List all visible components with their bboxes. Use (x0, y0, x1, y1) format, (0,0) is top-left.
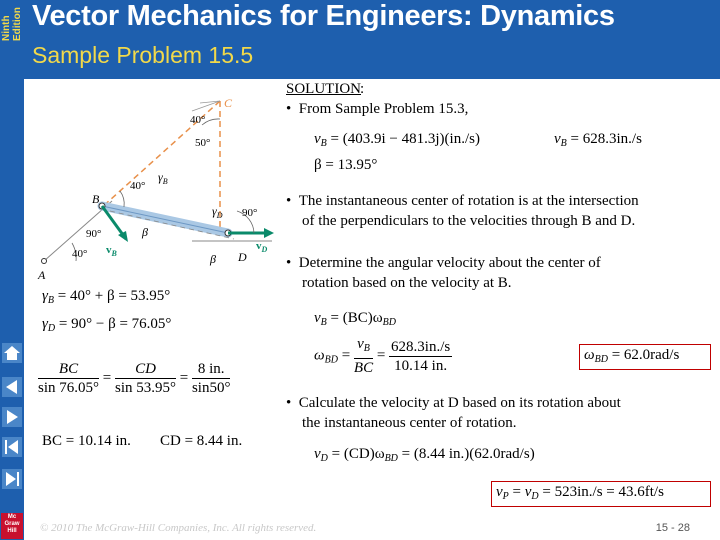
solution-heading: SOLUTION (286, 81, 361, 97)
left-sidebar (0, 0, 24, 540)
vd-equation: $v_D = (CD)\omega_{BD} = (8.44$ in.)(62.0rad/s) (314, 446, 535, 464)
cd-result: CD = 8.44 in. (160, 433, 243, 449)
vb-vector-equation: $v_B = (403.9i - 481.3j)(in./s)$ (314, 131, 480, 149)
bullet-4-line-1: • Calculate the velocity at D based on its rotation about (286, 395, 621, 411)
bullet-3-line-1: • Determine the angular velocity about the center of (286, 255, 601, 271)
page-number: 15 - 28 (655, 522, 690, 534)
label-90-left: 90° (86, 228, 102, 240)
label-gamma-d: $\gamma_D$ (212, 204, 223, 220)
slide-title: Vector Mechanics for Engineers: Dynamics (32, 0, 615, 32)
home-icon[interactable] (2, 343, 22, 363)
law-of-sines-equation: $\frac{BC}{\sin 76.05^\circ}$ = $\frac{CD}{\sin 53.95^\circ}$ = $\frac{8 in.}{\sin 50^\circ}$ (38, 361, 231, 396)
vb-magnitude: $v_B = 628.3in./s$ (554, 131, 642, 149)
label-40-mid: 40° (130, 180, 146, 192)
slide-body: C 40° 50° B 40° $\gamma_B$ $\gamma_D$ 90° 90° β β D $v_B$ $v_D$ 40° A $\gamma_B = 40^\circ + \beta = 53.95^\circ$ $\gamma_D = 90^\circ - \beta = 76.05^\circ$ $\frac{BC}{\sin 76.05^\circ}$ = $\frac{CD}{\sin 53.95^\circ}$ = $\frac{8 in.}{\sin 50^\circ}$ BC = 10.14 in. CD = 8.44 in. SOLUTION : • From Sample Problem 15.3, $v_B = (403.9i - 481.3j)(in./s)$ $v_B = 628.3in./s$ β = 13.95° • The instantaneous center of rotation is at the intersection of the perpendiculars to the velocities through B and D. • Determine the angular velocity about the center of rotation based on the velocity at B. $v_B = (BC)\omega_{BD}$ $\omega_{BD}$ = $\frac{v_B}{BC}$ = $\frac{628.3in./s}{10.14 in.}$ $\omega_{BD} = 62.0rad/s$ • Calculate the velocity at D based on its rotation about the instantaneous center of rotation. $v_D = (CD)\omega_{BD} = (8.44$ in.)(62.0rad/s) $v_P = v_D = 523in./s = 43.6ft/s$ (24, 79, 720, 540)
label-c: C (224, 96, 233, 110)
bc-result: BC = 10.14 in. (42, 433, 131, 449)
label-40-top: 40° (190, 114, 206, 126)
copyright-footer: © 2010 The McGraw-Hill Companies, Inc. All rights reserved. (40, 522, 317, 534)
publisher-logo: Mc Graw Hill (1, 513, 23, 539)
bullet-1: • From Sample Problem 15.3, (286, 101, 469, 117)
label-d: D (238, 250, 247, 264)
label-50: 50° (195, 137, 211, 149)
label-40-bottom: 40° (72, 248, 88, 260)
slide-subtitle: Sample Problem 15.5 (32, 42, 254, 68)
gamma-d-equation: $\gamma_D = 90^\circ - \beta = 76.05^\circ$ (42, 316, 172, 334)
label-gamma-b: $\gamma_B$ (158, 170, 168, 186)
label-vd: $v_D$ (256, 240, 268, 254)
slide-header (24, 0, 720, 79)
beta-value: β = 13.95° (314, 157, 378, 173)
label-b: B (92, 192, 100, 206)
previous-icon[interactable] (2, 377, 22, 397)
label-vb: $v_B$ (106, 244, 117, 258)
gamma-b-equation: $\gamma_B = 40^\circ + \beta = 53.95^\circ$ (42, 288, 171, 306)
bullet-2-line-2: of the perpendiculars to the velocities through B and D. (302, 213, 636, 229)
label-beta-2: β (210, 252, 216, 266)
bullet-4-line-2: the instantaneous center of rotation. (302, 415, 517, 431)
omega-result: $\omega_{BD} = 62.0rad/s$ (584, 347, 680, 365)
mechanism-figure (32, 91, 282, 286)
edition-label: Ninth Edition (1, 7, 23, 41)
next-icon[interactable] (2, 407, 22, 427)
first-icon[interactable] (2, 437, 22, 457)
label-a: A (38, 268, 46, 282)
bullet-2-line-1: • The instantaneous center of rotation is at the intersection (286, 193, 639, 209)
last-icon[interactable] (2, 469, 22, 489)
vb-bc-omega-equation: $v_B = (BC)\omega_{BD}$ (314, 310, 396, 328)
omega-bd-equation: $\omega_{BD}$ = $\frac{v_B}{BC}$ = $\frac{628.3in./s}{10.14 in.}$ (314, 336, 451, 376)
label-90-right: 90° (242, 207, 258, 219)
label-beta-1: β (142, 225, 148, 239)
final-velocity-result: $v_P = v_D = 523in./s = 43.6ft/s$ (496, 484, 664, 502)
bullet-3-line-2: rotation based on the velocity at B. (302, 275, 512, 291)
